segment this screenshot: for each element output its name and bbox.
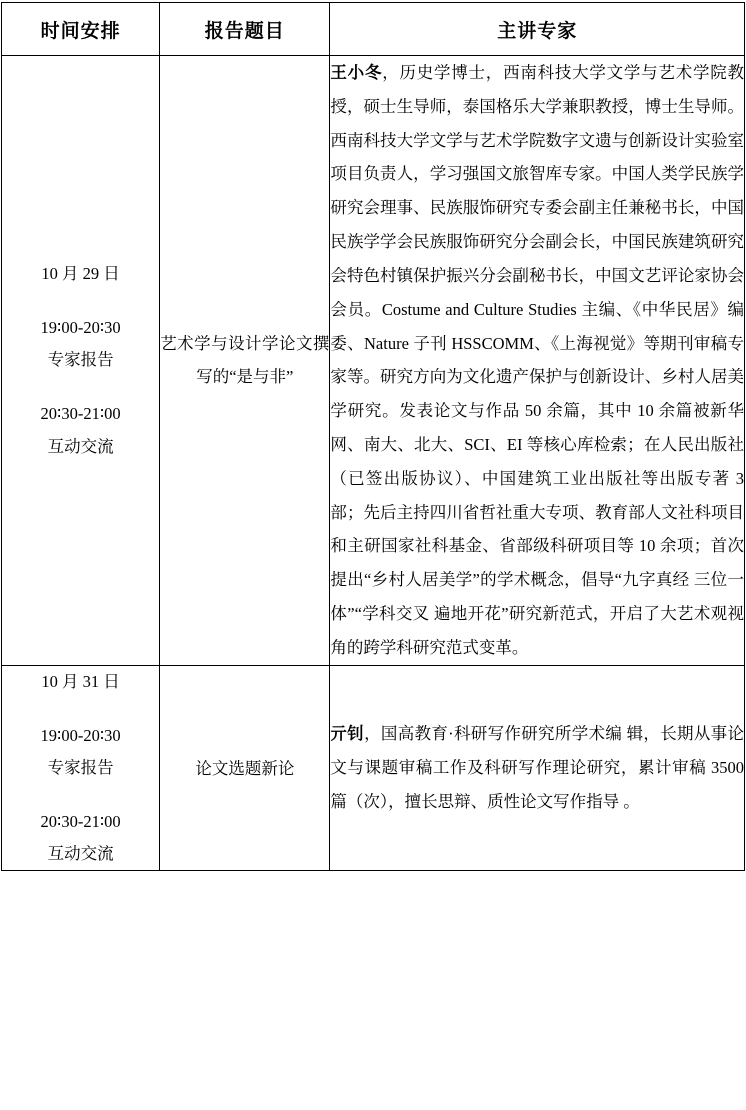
- spacer: [2, 290, 159, 312]
- time-session-1-range: 19∶00-20∶30: [40, 318, 121, 338]
- spacer: [2, 784, 159, 806]
- time-cell: [2, 56, 160, 666]
- speaker-cell: [330, 665, 745, 871]
- column-header-speaker: 主讲专家: [330, 3, 745, 56]
- schedule-table: [1, 2, 745, 871]
- time-session-2-label: 互动交流: [47, 844, 114, 864]
- time-cell: [2, 665, 160, 871]
- time-date: 10 月 31 日: [41, 671, 120, 691]
- table-header: [2, 3, 745, 56]
- time-session-2-range: 20∶30-21∶00: [40, 812, 121, 832]
- speaker-cell: [330, 56, 745, 666]
- time-session-2-range: 20∶30-21∶00: [40, 404, 121, 424]
- topic-text: 艺术学与设计学论文撰写的“是与非”: [160, 334, 330, 387]
- time-session-1-label: 专家报告: [47, 757, 114, 777]
- topic-text: 论文选题新论: [195, 758, 295, 778]
- column-header-topic: 报告题目: [160, 3, 330, 56]
- speaker-bio: ，国高教育·科研写作研究所学术编 辑，长期从事论文与课题审稿工作及科研写作理论研究，累计审稿 3500 篇（次），擅长思辩、质性论文写作指导 。: [330, 724, 744, 811]
- topic-cell: [160, 665, 330, 871]
- column-header-time: 时间安排: [2, 3, 160, 56]
- table-body: [2, 56, 745, 871]
- speaker-bio: ，历史学博士，西南科技大学文学与艺术学院教授，硕士生导师，泰国格乐大学兼职教授，博士生导师。西南科技大学文学与艺术学院数字文遗与创新设计实验室项目负责人，学习强国文旅智库专家。中国人类学民族学研究会理事、民族服饰研究专委会副主任兼秘书长，中国民族学学会民族服饰研究分会副会长，中国民族建筑研究会特色村镇保护振兴分会副秘书长，中国文艺评论家协会会员。Costume and Culture Studies 主编、《中华民居》编委、Nature 子刊 HSSCOMM、《上海视觉》等期刊审稿专家等。研究方向为文化遗产保护与创新设计、乡村人居美学研究。发表论文与作品 50 余篇，其中 10 余篇被新华网、南大、北大、SCI、EI 等核心库检索；在人民出版社（已签出版协议）、中国建筑工业出版社等出版专著 3 部；先后主持四川省哲社重大专项、教育部人文社科项目和主研国家社科基金、省部级科研项目等 10 余项；首次提出“乡村人居美学”的学术概念，倡导“九字真经 三位一体”“学科交叉 遍地开花”研究新范式，开启了大艺术观视角的跨学科研究范式变革。: [330, 63, 745, 657]
- table-row: [2, 665, 745, 871]
- speaker-name: 王小冬: [330, 63, 383, 82]
- spacer: [2, 376, 159, 398]
- table-header-row: [2, 3, 745, 56]
- topic-cell: [160, 56, 330, 666]
- time-session-1-range: 19∶00-20∶30: [40, 725, 121, 745]
- speaker-name: 亓钊: [330, 724, 365, 744]
- time-session-2-label: 互动交流: [47, 436, 114, 456]
- table-row: [2, 56, 745, 666]
- time-session-1-label: 专家报告: [47, 350, 114, 370]
- spacer: [2, 698, 159, 720]
- time-date: 10 月 29 日: [41, 263, 120, 283]
